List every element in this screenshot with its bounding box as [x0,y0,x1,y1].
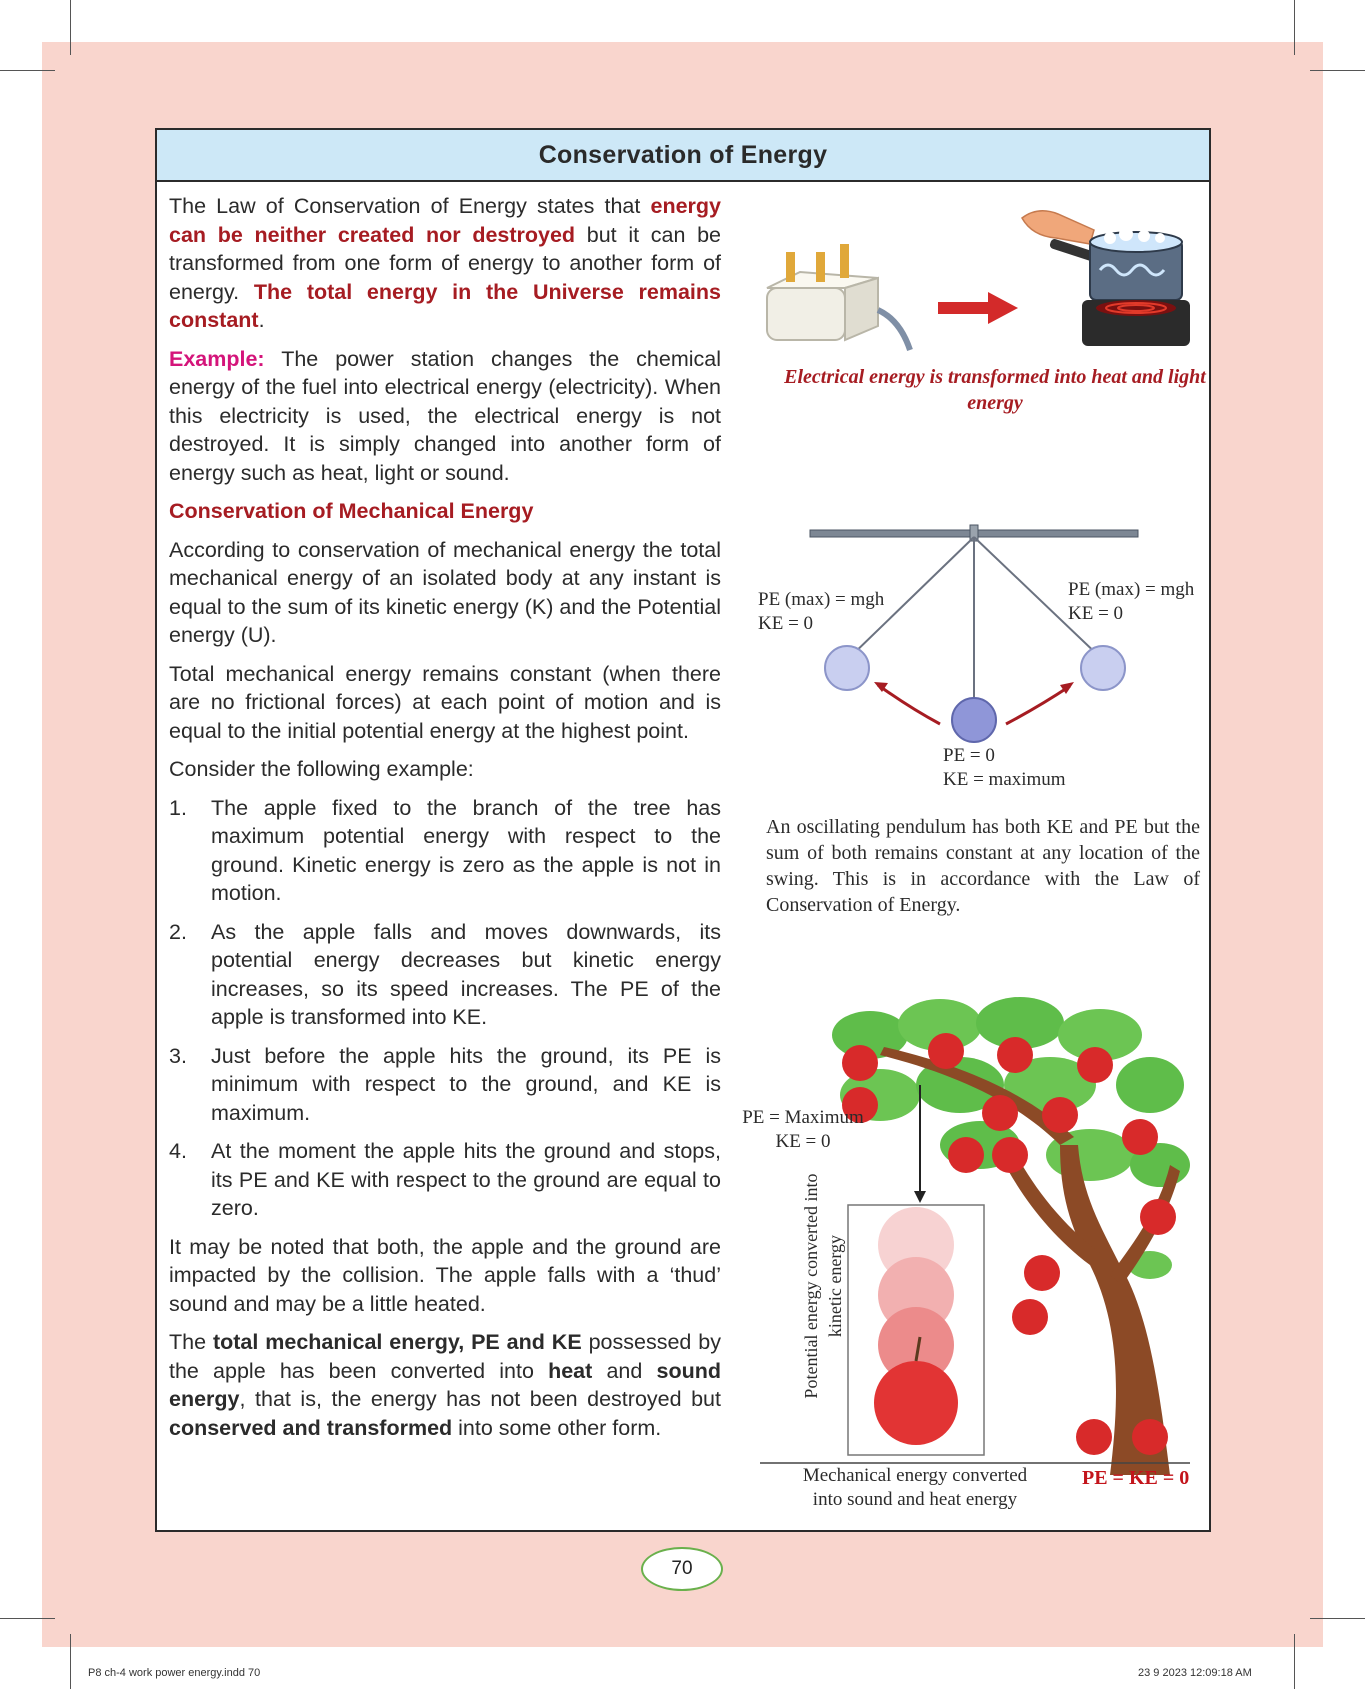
swing-arrow-right [1006,686,1070,724]
crop-mark [70,0,71,55]
final-text: into some other form. [452,1415,662,1440]
page-title: Conservation of Energy [538,140,828,169]
label-line: into sound and heat energy [812,1489,1018,1510]
list-item [169,918,721,1032]
pendulum-bob-right [1081,646,1125,690]
list-text: As the apple falls and moves downwards, its potential energy decreases but kinetic energy increases, so its speed increases. The PE of the apple is transformed into KE. [211,919,721,1029]
intro-highlight: energy can be neither created nor destroyed [169,194,721,247]
text-column [169,192,721,1452]
stove-pot-icon [1022,211,1190,346]
section-heading: Conservation of Mechanical Energy [169,499,534,523]
list-item [169,794,721,908]
apple-steps-list [169,794,721,1223]
crop-mark [1310,1618,1365,1619]
paragraph: It may be noted that both, the apple and the ground are impacted by the collision. The apple falls with a ‘thud’ sound and may be a little heated. [169,1234,721,1316]
footer-left: P8 ch-4 work power energy.indd 70 [88,1667,261,1679]
plug-icon [767,244,910,350]
intro-highlight: The total energy in the Universe remains constant [169,279,721,332]
intro-text: but it can be transformed from one form of energy to another form of energy. [169,222,721,304]
figure-caption: Electrical energy is transformed into heat and light energy [784,366,1206,414]
apple-top-label [738,1106,868,1154]
page-number: 70 [641,1547,723,1591]
pendulum-note: An oscillating pendulum has both KE and PE but the sum of both remains constant at any location of the swing. This is in accordance with the Law of Conservation of Energy. [766,816,1200,916]
example-text: The power station changes the chemical energy of the fuel into electrical energy (electricity). When this electricity is used, the electrical energy is not destroyed. It is simply changed into another form of energy such as heat, light or sound. [169,346,721,485]
final-text: , that is, the energy has not been destroyed but [239,1387,721,1411]
list-number: 1. [169,795,187,820]
label-line: KE = 0 [758,613,814,634]
list-number: 4. [169,1139,187,1163]
crop-mark [1310,70,1365,71]
pendulum-bob-left [825,646,869,690]
label-line: KE = 0 [1068,603,1124,624]
final-text: The [169,1330,213,1354]
label-line: PE = Maximum [742,1107,864,1128]
label-line: Potential energy converted into [801,1173,821,1399]
box-header [157,130,1209,182]
label-line: PE (max) = mgh [758,589,885,610]
crop-mark [0,70,55,71]
label-line: Mechanical energy converted [802,1465,1028,1486]
pendulum-left-label [758,588,884,636]
apple-vertical-label [799,1156,847,1416]
list-text: The apple fixed to the branch of the tree has maximum potential energy with respect to the ground. Kinetic energy is zero as the apple is not in motion. [211,795,721,905]
example-label: Example: [169,346,265,371]
final-text: and [592,1358,657,1383]
paragraph: Consider the following example: [169,757,474,781]
apple-bottom-label [790,1464,1040,1512]
intro-text: . [258,308,265,332]
apple-final-label: PE = KE = 0 [1082,1467,1190,1489]
intro-paragraph [169,192,721,335]
list-text: Just before the apple hits the ground, its PE is minimum with respect to the ground, and KE is maximum. [211,1043,721,1125]
crop-mark [0,1618,55,1619]
list-item [169,1042,721,1128]
final-bold: total mechanical energy, PE and KE [212,1330,582,1354]
footer-right: 23 9 2023 12:09:18 AM [1138,1667,1252,1679]
pendulum-diagram [770,520,1170,755]
label-line: PE = 0 [943,745,995,766]
crop-mark [1294,1634,1295,1689]
arrow-right-icon [938,292,1018,324]
final-paragraph [169,1328,721,1442]
crop-mark [70,1634,71,1689]
final-bold: conserved and transformed [169,1415,453,1440]
label-line: kinetic energy [825,1234,845,1338]
final-text: possessed by the apple has been converted into [169,1330,721,1383]
label-line: PE (max) = mgh [1068,579,1195,600]
list-number: 3. [169,1043,187,1068]
crop-mark [1294,0,1295,55]
example-paragraph [169,345,721,488]
final-bold: sound energy [169,1358,721,1411]
list-number: 2. [169,919,187,944]
pendulum-bob-center [952,698,996,742]
intro-text: The Law of Conservation of Energy states that [169,194,651,218]
swing-arrow-left [878,685,940,724]
paragraph: Total mechanical energy remains constant (when there are no frictional forces) at each point of motion and is equal to the initial potential energy at the highest point. [169,661,721,743]
pendulum-bottom-label [943,744,1066,792]
electric-transformation-illustration [760,200,1200,365]
apple-icon [874,1361,958,1445]
label-line: KE = 0 [775,1131,831,1152]
list-item [169,1137,721,1223]
pendulum-right-label [1068,578,1194,626]
list-text: At the moment the apple hits the ground and stops, its PE and KE with respect to the ground are equal to zero. [211,1139,721,1220]
final-bold: heat [548,1358,593,1383]
paragraph: According to conservation of mechanical energy the total mechanical energy of an isolated body at any instant is equal to the sum of its kinetic energy (K) and the Potential energy (U). [169,537,721,647]
label-line: KE = maximum [943,769,1066,790]
